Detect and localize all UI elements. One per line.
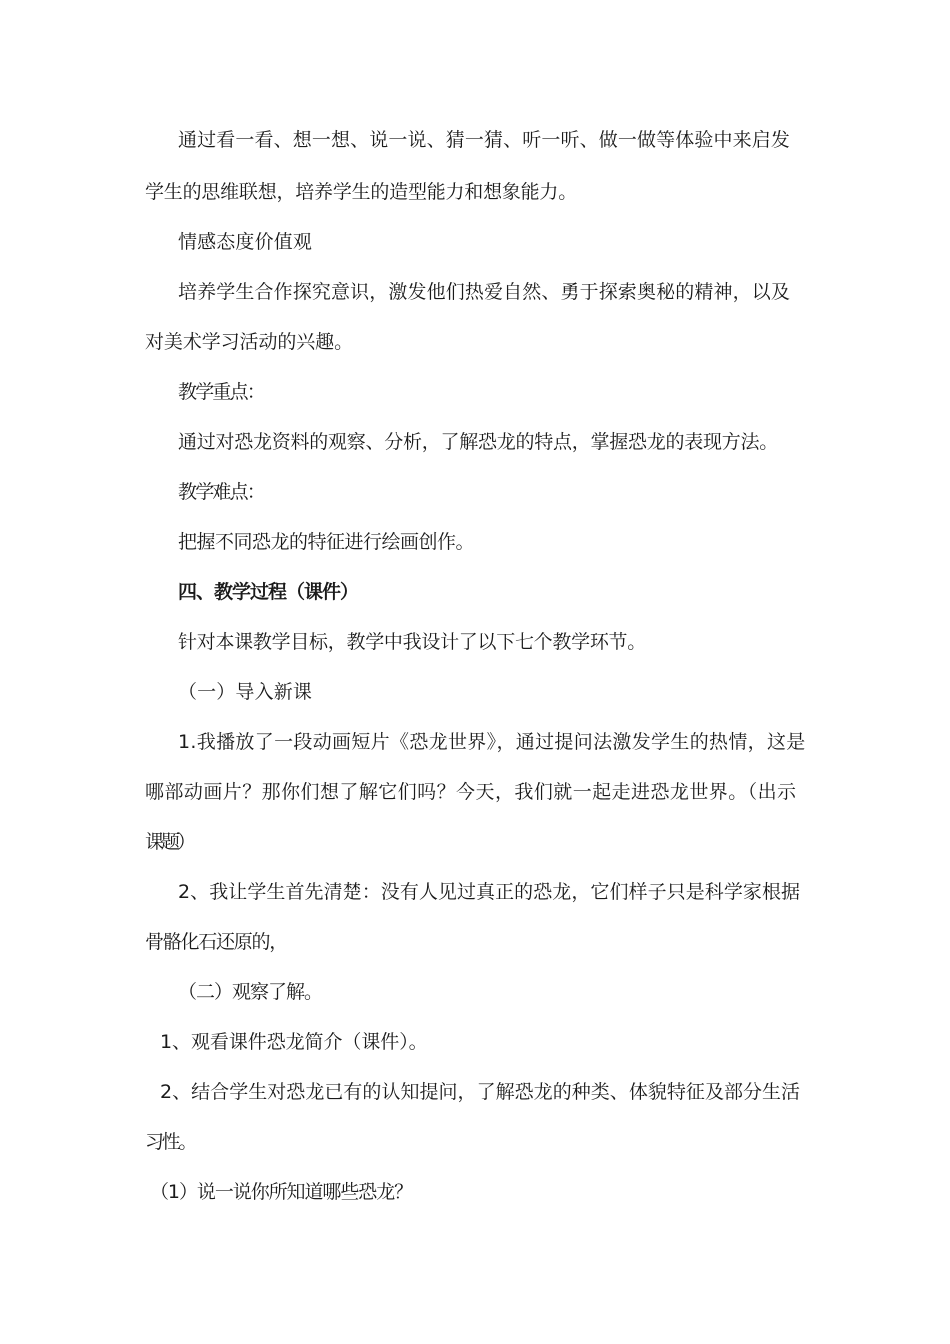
paragraph-line: 通过看一看、想一想、说一说、猜一猜、听一听、做一做等体验中来启发 <box>178 129 791 151</box>
paragraph-line: 针对本课教学目标，教学中我设计了以下七个教学环节。 <box>178 631 647 653</box>
paragraph-line: 骨骼化石还原的， <box>145 931 288 953</box>
list-item: 2、结合学生对恐龙已有的认知提问，了解恐龙的种类、体貌特征及部分生活 <box>160 1081 801 1103</box>
paragraph-line: 通过对恐龙资料的观察、分析，了解恐龙的特点，掌握恐龙的表现方法。 <box>178 431 779 453</box>
paragraph-line: 把握不同恐龙的特征进行绘画创作。 <box>178 531 475 553</box>
section-heading: 教学难点： <box>178 481 265 503</box>
paragraph-line: 学生的思维联想，培养学生的造型能力和想象能力。 <box>145 181 578 203</box>
list-item: （1）说一说你所知道哪些恐龙？ <box>150 1181 413 1203</box>
paragraph-line: 对美术学习活动的兴趣。 <box>145 331 354 353</box>
section-heading: 情感态度价值观 <box>178 231 313 253</box>
paragraph-line: 1.我播放了一段动画短片《恐龙世界》，通过提问法激发学生的热情，这是 <box>178 731 806 753</box>
paragraph-line: 培养学生合作探究意识，激发他们热爱自然、勇于探索奥秘的精神，以及 <box>178 281 791 303</box>
subsection-heading: （二）观察了解。 <box>178 981 323 1003</box>
paragraph-line: 哪部动画片？那你们想了解它们吗？今天，我们就一起走进恐龙世界。（出示 <box>145 781 797 803</box>
paragraph-line: 2、我让学生首先清楚：没有人见过真正的恐龙，它们样子只是科学家根据 <box>178 881 801 903</box>
list-item: 1、观看课件恐龙简介（课件）。 <box>160 1031 428 1053</box>
section-title: 四、教学过程（课件） <box>178 581 359 603</box>
subsection-heading: （一）导入新课 <box>178 681 313 703</box>
paragraph-line: 课题） <box>145 831 194 853</box>
paragraph-line: 习性。 <box>145 1131 196 1153</box>
section-heading: 教学重点： <box>178 381 265 403</box>
